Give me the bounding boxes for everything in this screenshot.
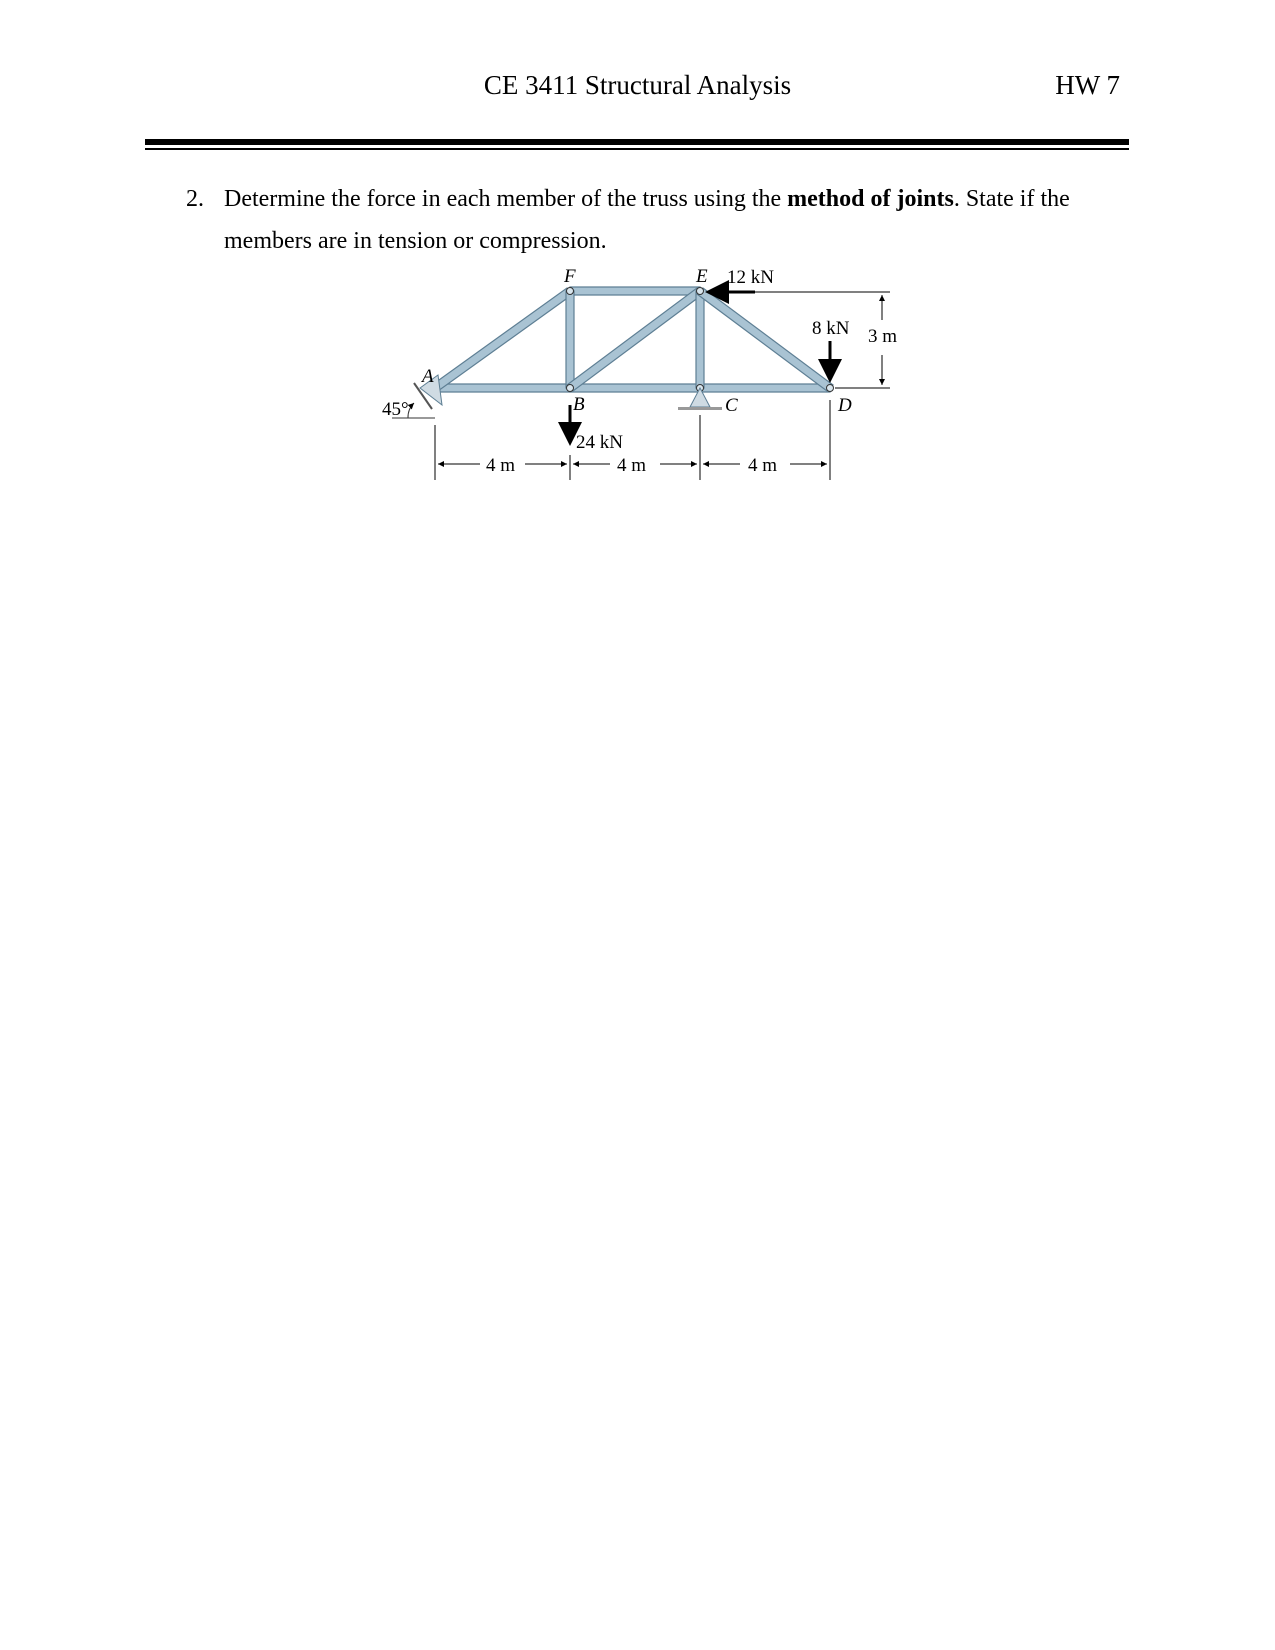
dimension-label-span-3: 4 m: [748, 455, 778, 476]
load-label-D: 8 kN: [812, 318, 850, 339]
member-CD: [700, 384, 830, 392]
joint-label-D: D: [838, 395, 852, 416]
problem-text-end: . State if the: [953, 186, 1070, 212]
member-ED: [697, 288, 833, 391]
load-label-E: 12 kN: [727, 267, 774, 288]
problem-text-start: Determine the force in each member of the truss using the: [224, 186, 788, 212]
dimension-label-span-2: 4 m: [617, 455, 647, 476]
problem-bold-method: method of joints: [787, 186, 954, 212]
member-BC: [570, 384, 700, 392]
member-AB: [435, 384, 570, 392]
angle-label-A: 45°: [382, 399, 409, 420]
problem-line-2: members are in tension or compression.: [224, 228, 607, 254]
member-FE: [570, 287, 700, 295]
joint-label-F: F: [564, 266, 576, 287]
problem-line-1: [224, 178, 1070, 220]
truss-diagram: [380, 265, 940, 510]
member-BF: [566, 291, 574, 388]
member-BE: [567, 288, 703, 391]
member-CE: [696, 291, 704, 388]
joint-label-E: E: [696, 266, 708, 287]
truss-members: [432, 287, 833, 392]
member-AF: [432, 288, 573, 391]
dimension-label-span-1: 4 m: [486, 455, 516, 476]
dimension-label-height: 3 m: [868, 326, 898, 347]
joint-label-B: B: [573, 394, 585, 415]
course-title: CE 3411 Structural Analysis: [483, 70, 792, 100]
header-rule-thick: [145, 139, 1129, 145]
header-rule-thin: [145, 148, 1129, 150]
joint-label-A: A: [422, 366, 434, 387]
load-label-B: 24 kN: [576, 432, 623, 453]
assignment-label: HW 7: [1055, 70, 1120, 100]
problem-number: 2.: [186, 186, 204, 212]
joint-label-C: C: [725, 395, 738, 416]
